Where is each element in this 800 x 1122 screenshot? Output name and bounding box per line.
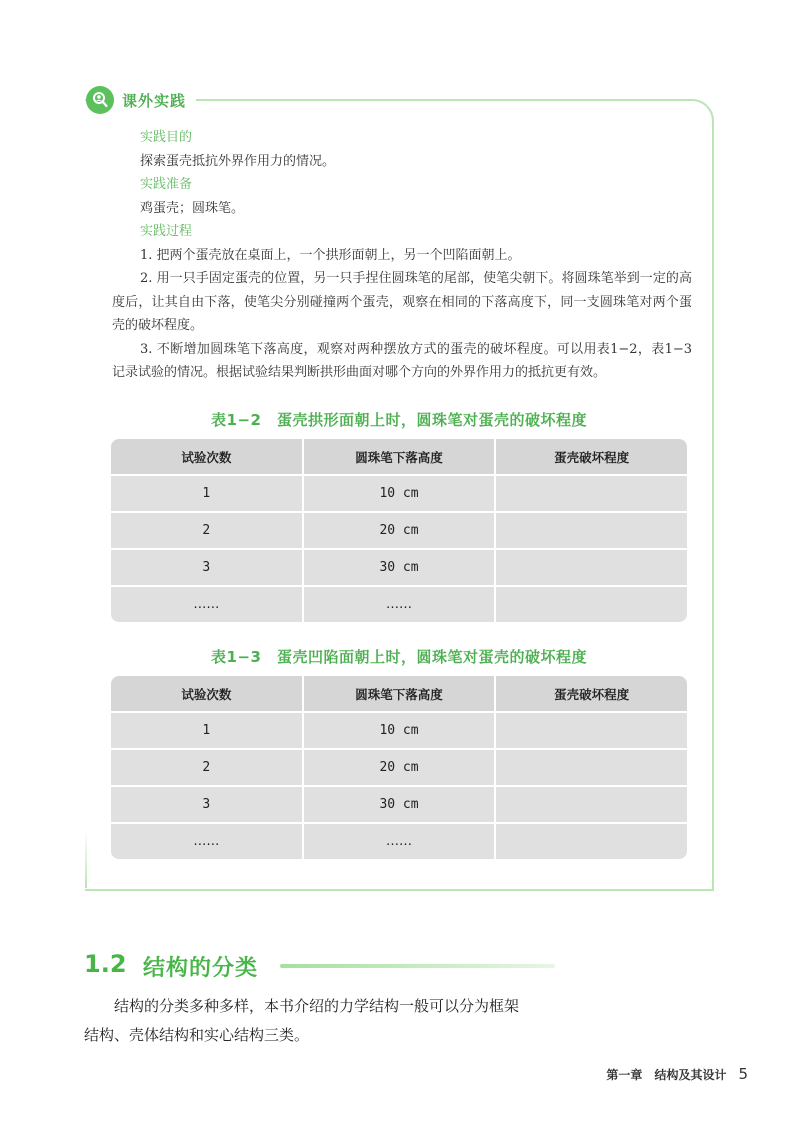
practice-body [112, 126, 692, 385]
damage-level-cell[interactable] [496, 824, 687, 859]
footer-chapter: 第一章 [606, 1068, 643, 1082]
table-row [111, 513, 687, 548]
drop-height-cell: 20 cm [304, 513, 495, 548]
trial-number-cell: 2 [111, 750, 302, 785]
process-step-3: 3. 不断增加圆珠笔下落高度，观察对两种摆放方式的蛋壳的破坏程度。可以用表1−2，表1−3记录试验的情况。根据试验结果判断拱形曲面对哪个方向的外界作用力的抵抗更有效。 [112, 341, 692, 380]
table-header-cell: 试验次数 [111, 439, 302, 474]
table-header-cell: 蛋壳破坏程度 [496, 439, 687, 474]
table-row [111, 824, 687, 859]
table-header-cell: 圆珠笔下落高度 [304, 439, 495, 474]
table-1-3-caption: 表1−3 蛋壳凹陷面朝上时，圆珠笔对蛋壳的破坏程度 [211, 648, 587, 666]
trial-number-cell: 3 [111, 787, 302, 822]
damage-level-cell[interactable] [496, 713, 687, 748]
table-row [111, 787, 687, 822]
damage-level-cell[interactable] [496, 750, 687, 785]
table-row [111, 587, 687, 622]
trial-number-cell: 2 [111, 513, 302, 548]
damage-level-cell[interactable] [496, 550, 687, 585]
table-row [111, 550, 687, 585]
goal-text: 探索蛋壳抵抗外界作用力的情况。 [140, 153, 336, 169]
drop-height-cell: 10 cm [304, 476, 495, 511]
trial-number-cell: 1 [111, 476, 302, 511]
page-number: 5 [738, 1065, 748, 1083]
process-step-2: 2. 用一只手固定蛋壳的位置，另一只手捏住圆珠笔的尾部，使笔尖朝下。将圆珠笔举到一定的高度后，让其自由下落，使笔尖分别碰撞两个蛋壳，观察在相同的下落高度下，同一支圆珠笔对两个蛋壳的破坏程度。 [112, 271, 692, 333]
goal-label: 实践目的 [140, 130, 193, 145]
process-step-1: 1. 把两个蛋壳放在桌面上，一个拱形面朝上，另一个凹陷面朝上。 [140, 247, 521, 263]
section-title: 结构的分类 [143, 956, 259, 981]
paragraph-line: 结构的分类多种多样，本书介绍的力学结构一般可以分为框架 [114, 997, 520, 1015]
table-header-cell: 圆珠笔下落高度 [304, 676, 495, 711]
drop-height-cell: 10 cm [304, 713, 495, 748]
table-header-cell: 蛋壳破坏程度 [496, 676, 687, 711]
page-footer [606, 1065, 748, 1083]
table-1-2-caption: 表1−2 蛋壳拱形面朝上时，圆珠笔对蛋壳的破坏程度 [211, 411, 587, 429]
practice-title: 课外实践 [122, 91, 187, 110]
trial-number-cell: 3 [111, 550, 302, 585]
section-number: 1.2 [84, 950, 127, 978]
drop-height-cell: …… [304, 824, 495, 859]
drop-height-cell: 30 cm [304, 550, 495, 585]
magnifier-person-icon [86, 86, 114, 114]
section-title-rule [280, 964, 555, 968]
table-header-row [111, 439, 687, 474]
table-1-3 [111, 676, 687, 859]
table-row [111, 476, 687, 511]
practice-header [86, 84, 196, 116]
footer-chapter-title: 结构及其设计 [654, 1068, 727, 1082]
table-row [111, 713, 687, 748]
table-row [111, 750, 687, 785]
practice-box-frame-left [85, 830, 87, 888]
drop-height-cell: 30 cm [304, 787, 495, 822]
section-paragraph [84, 992, 564, 1050]
damage-level-cell[interactable] [496, 587, 687, 622]
prep-text: 鸡蛋壳；圆珠笔。 [140, 200, 245, 216]
trial-number-cell: …… [111, 587, 302, 622]
trial-number-cell: 1 [111, 713, 302, 748]
damage-level-cell[interactable] [496, 476, 687, 511]
drop-height-cell: 20 cm [304, 750, 495, 785]
table-1-2 [111, 439, 687, 622]
process-label: 实践过程 [140, 224, 193, 239]
drop-height-cell: …… [304, 587, 495, 622]
prep-label: 实践准备 [140, 177, 193, 192]
damage-level-cell[interactable] [496, 513, 687, 548]
table-header-cell: 试验次数 [111, 676, 302, 711]
table-header-row [111, 676, 687, 711]
paragraph-line: 结构、壳体结构和实心结构三类。 [84, 1026, 310, 1044]
trial-number-cell: …… [111, 824, 302, 859]
damage-level-cell[interactable] [496, 787, 687, 822]
